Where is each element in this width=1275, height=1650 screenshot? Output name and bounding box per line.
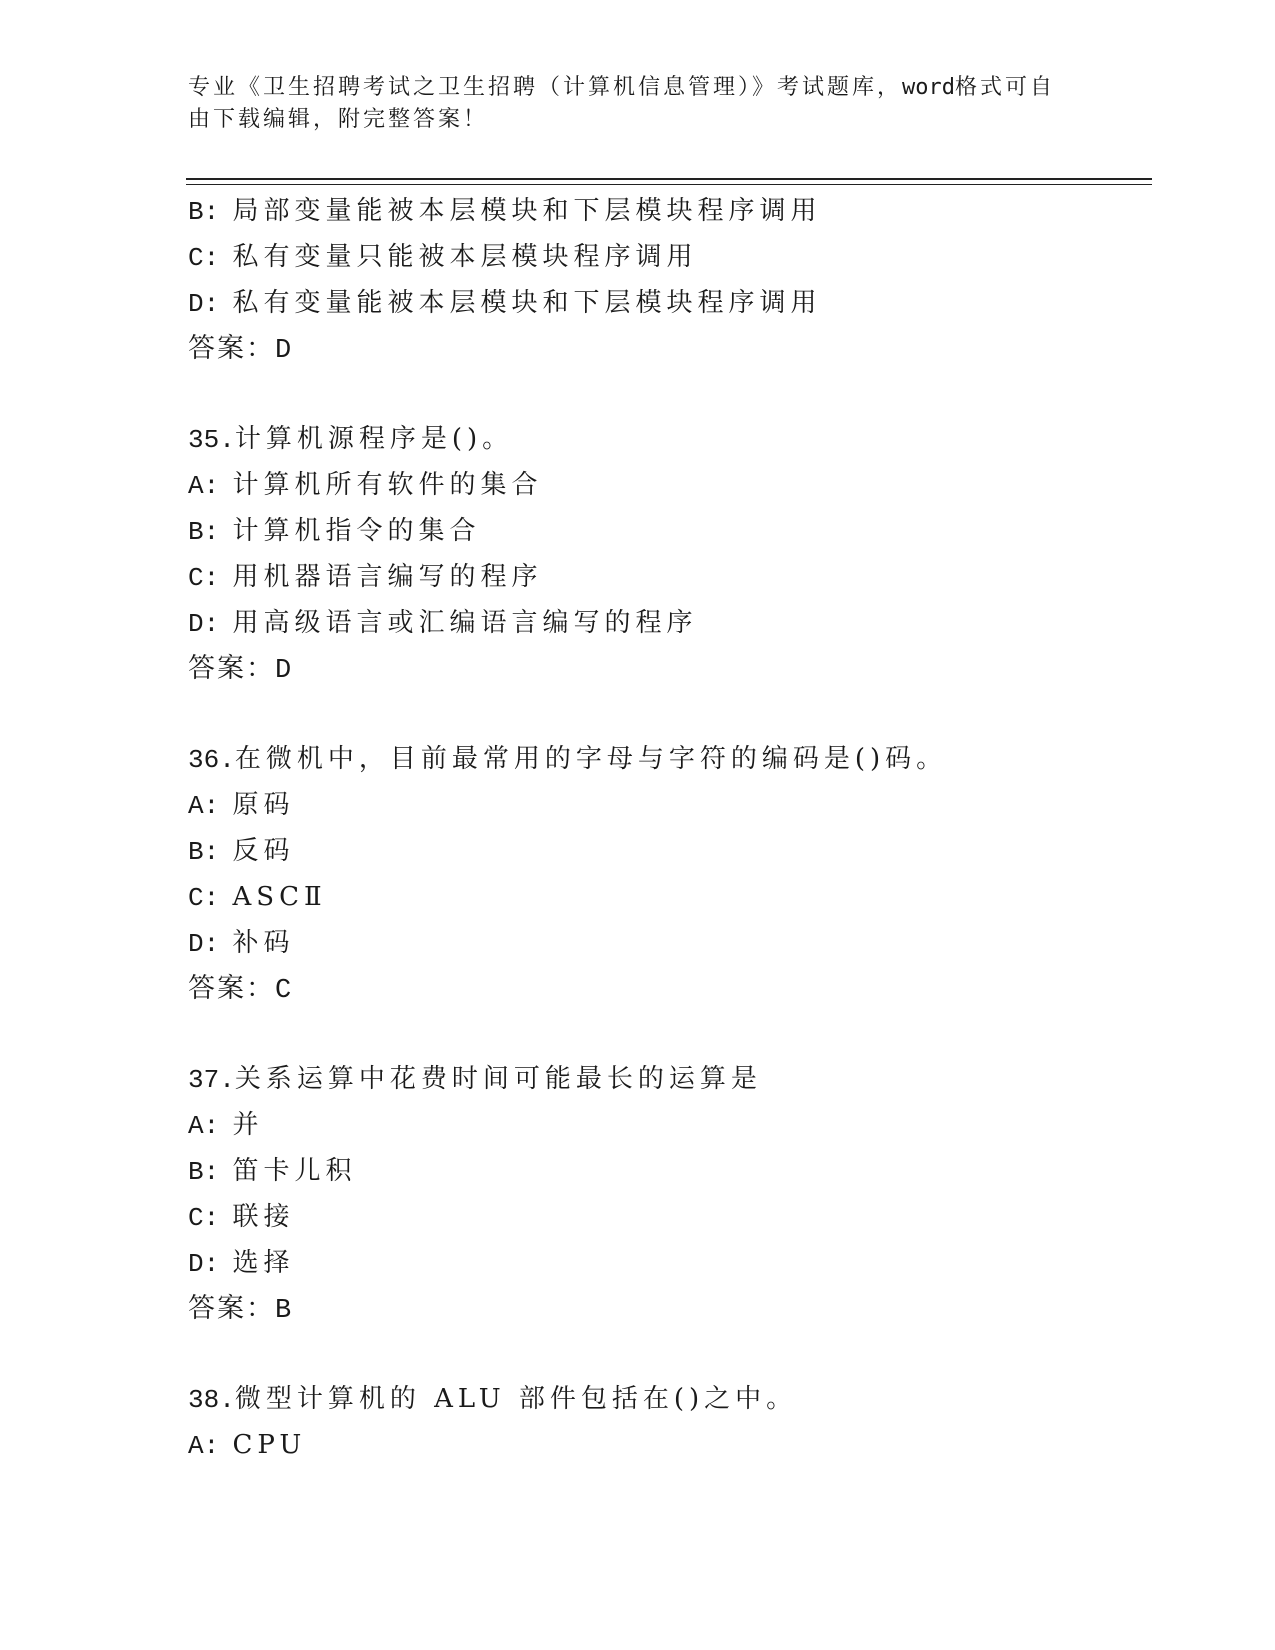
option-label: B: [188,837,220,867]
answer-line [188,326,1188,372]
option-a [188,1422,1188,1468]
option-text: 原码 [232,790,295,820]
question-block-36 [188,736,1188,1012]
answer-value: C [275,976,294,1006]
answer-line [188,1286,1188,1332]
option-d [188,600,1188,646]
question-text: 微型计算机的 ALU 部件包括在()之中。 [234,1384,798,1414]
answer-line [188,646,1188,692]
option-c [188,234,1188,280]
question-stem [188,1056,1188,1102]
option-label: A: [188,1111,220,1141]
option-b [188,188,1188,234]
header-divider-thin [186,184,1152,185]
option-text: 选择 [232,1248,295,1278]
question-text: 关系运算中花费时间可能最长的运算是 [234,1064,762,1094]
question-stem [188,416,1188,462]
header-text-a: 专业《卫生招聘考试之卫生招聘（计算机信息管理）》考试题库， [188,75,903,100]
option-label: D: [188,929,220,959]
option-label: C: [188,563,220,593]
question-number: 36. [188,745,235,775]
option-text: 并 [232,1110,264,1140]
option-c [188,874,1188,920]
answer-label: 答案： [188,973,275,1004]
header-line-1 [188,72,1068,104]
option-text: 计算机指令的集合 [232,516,481,546]
option-label: C: [188,883,220,913]
option-a [188,1102,1188,1148]
question-block-35 [188,416,1188,692]
option-label: A: [188,471,220,501]
question-number: 37. [188,1065,235,1095]
option-text: 反码 [232,836,295,866]
option-label: D: [188,609,220,639]
answer-label: 答案： [188,653,275,684]
header-text-word: word [902,75,955,100]
option-text: 补码 [232,928,295,958]
option-a [188,782,1188,828]
question-text: 在微机中，目前最常用的字母与字符的编码是()码。 [234,744,948,774]
option-text: 计算机所有软件的集合 [232,470,543,500]
option-label: B: [188,197,220,227]
option-text: 局部变量能被本层模块和下层模块程序调用 [232,196,822,226]
option-label: D: [188,1249,220,1279]
option-label: B: [188,517,220,547]
option-c [188,1194,1188,1240]
option-b [188,508,1188,554]
option-text: CPU [232,1430,307,1460]
option-text: 私有变量能被本层模块和下层模块程序调用 [232,288,822,318]
header-line-2: 由下载编辑，附完整答案！ [188,107,489,132]
option-text: 用高级语言或汇编语言编写的程序 [232,608,698,638]
question-block-38 [188,1376,1188,1468]
option-b [188,828,1188,874]
question-number: 38. [188,1385,235,1415]
option-text: ASCⅡ [232,882,327,912]
option-text: 笛卡儿积 [232,1156,357,1186]
question-stem [188,736,1188,782]
option-c [188,554,1188,600]
document-header [188,72,1068,136]
option-text: 联接 [232,1202,295,1232]
question-list [188,188,1188,1468]
header-text-b: 格式可自 [955,75,1056,100]
option-label: A: [188,791,220,821]
option-label: B: [188,1157,220,1187]
question-block-prev [188,188,1188,372]
answer-line [188,966,1188,1012]
option-d [188,1240,1188,1286]
question-text: 计算机源程序是()。 [234,424,514,454]
question-block-37 [188,1056,1188,1332]
option-label: A: [188,1431,220,1461]
answer-label: 答案： [188,333,275,364]
answer-label: 答案： [188,1293,275,1324]
header-divider-thick [186,178,1152,180]
option-text: 私有变量只能被本层模块程序调用 [232,242,698,272]
option-label: D: [188,289,220,319]
option-d [188,280,1188,326]
answer-value: B [275,1296,294,1326]
option-d [188,920,1188,966]
option-label: C: [188,243,220,273]
question-stem [188,1376,1188,1422]
option-b [188,1148,1188,1194]
option-label: C: [188,1203,220,1233]
answer-value: D [275,656,294,686]
option-a [188,462,1188,508]
option-text: 用机器语言编写的程序 [232,562,543,592]
answer-value: D [275,336,294,366]
question-number: 35. [188,425,235,455]
